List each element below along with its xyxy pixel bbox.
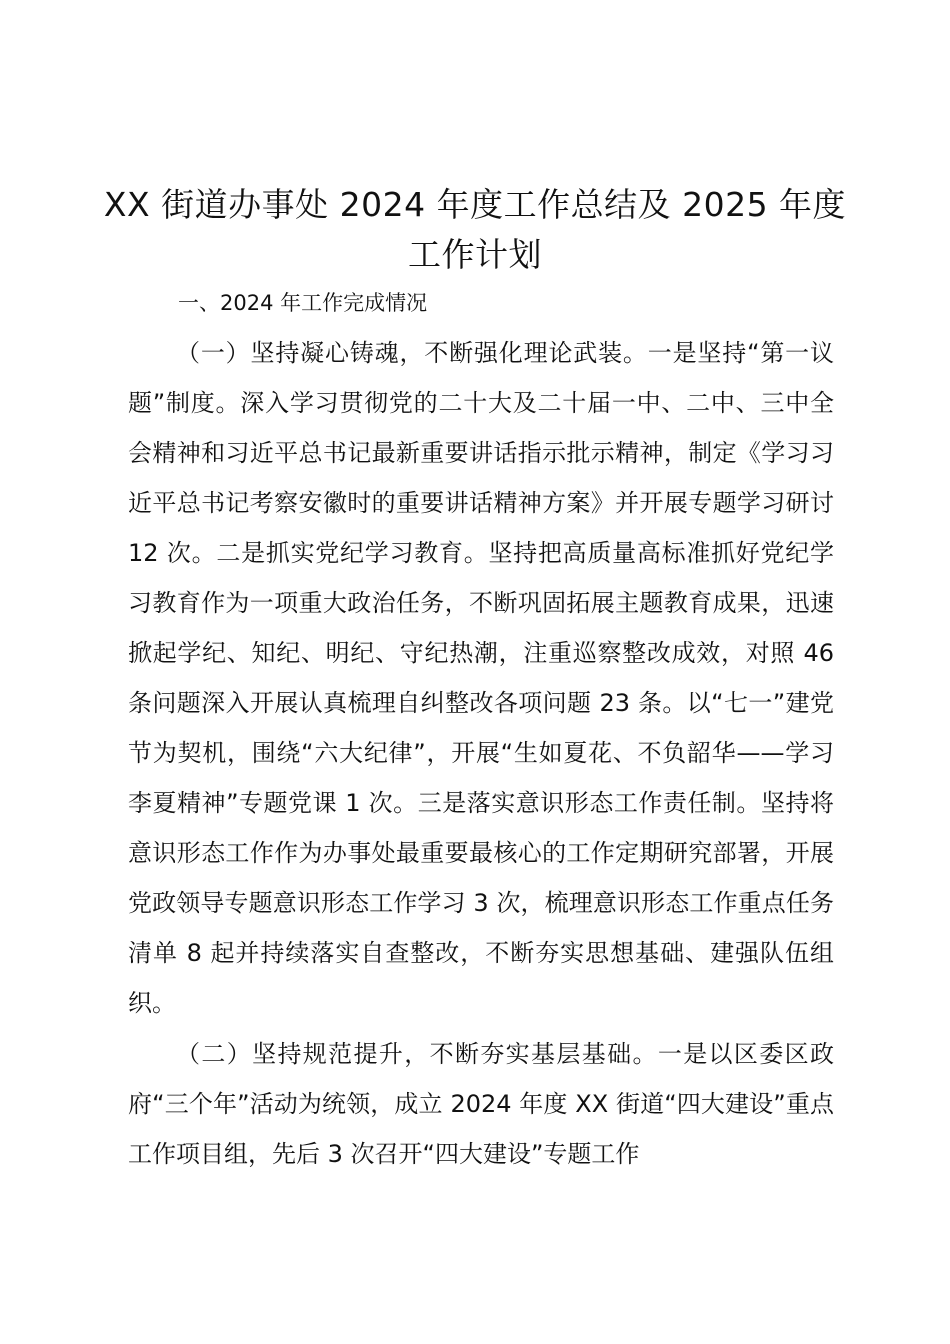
document-title: XX 街道办事处 2024 年度工作总结及 2025 年度工作计划 [103, 185, 847, 274]
paragraph-2: （二）坚持规范提升，不断夯实基层基础。一是以区委区政府“三个年”活动为统领，成立 2024 年度 XX 街道“四大建设”重点工作项目组，先后 3 次召开“四大建设”专题工作 [128, 1040, 834, 1168]
section-heading: 一、2024 年工作完成情况 [178, 291, 428, 315]
paragraph-1: （一）坚持凝心铸魂，不断强化理论武装。一是坚持“第一议题”制度。深入学习贯彻党的二十大及二十届一中、二中、三中全会精神和习近平总书记最新重要讲话指示批示精神，制定《学习习近平总书记考察安徽时的重要讲话精神方案》并开展专题学习研讨 12 次。二是抓实党纪学习教育。坚持把高质量高标准抓好党纪学习教育作为一项重大政治任务，不断巩固拓展主题教育成果，迅速掀起学纪、知纪、明纪、守纪热潮，注重巡察整改成效，对照 46 条问题深入开展认真梳理自纠整改各项问题 23 条。以“七一”建党节为契机，围绕“六大纪律”，开展“生如夏花、不负韶华——学习李夏精神”专题党课 1 次。三是落实意识形态工作责任制。坚持将意识形态工作作为办事处最重要最核心的工作定期研究部署，开展党政领导专题意识形态工作学习 3 次，梳理意识形态工作重点任务清单 8 起并持续落实自查整改，不断夯实思想基础、建强队伍组织。 [128, 339, 834, 1017]
